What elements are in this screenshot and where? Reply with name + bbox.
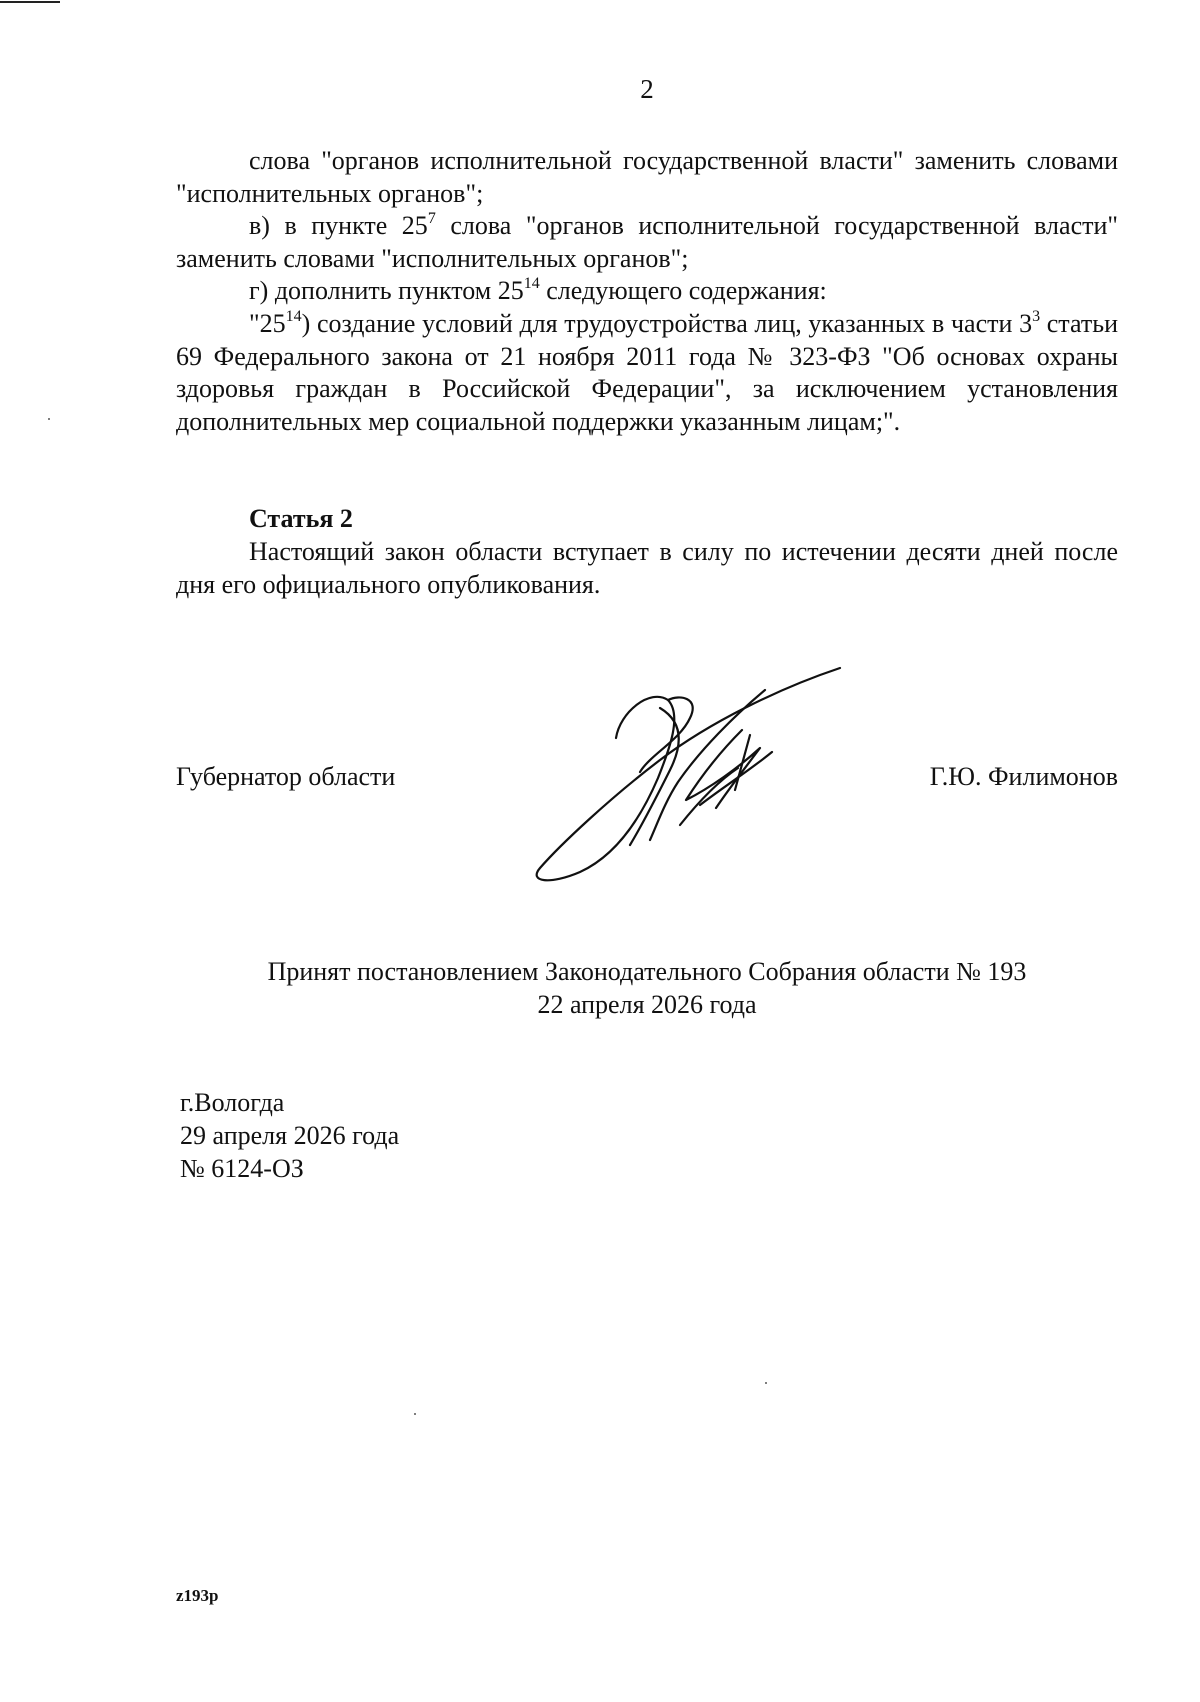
place-date: 29 апреля 2026 года — [180, 1121, 400, 1150]
article-heading: Статья 2 — [249, 504, 353, 533]
paragraph-1-text: слова "органов исполнительной государственной власти" заменить словами "исполнительных органов"; — [176, 146, 1118, 208]
scan-speck — [765, 1382, 767, 1384]
scan-edge-line — [0, 1, 60, 3]
paragraph-2-text-b: слова "органов исполнительной государственной власти" заменить словами "исполнительных органов"; — [176, 211, 1118, 273]
handwritten-signature — [510, 660, 850, 890]
article-body — [176, 536, 1118, 601]
paragraph-3-text-b: следующего содержания: — [539, 276, 827, 306]
scan-speck — [48, 418, 50, 420]
paragraph-1 — [176, 145, 1118, 210]
place-city: г.Вологда — [180, 1088, 285, 1117]
paragraph-4-text-c: статьи 69 Федерального закона от 21 ноября 2011 года № 323-ФЗ "Об основах охраны здоровья граждан в Российской Федерации", за исключением установления дополнительных мер социальной поддержки указанным лицам;". — [176, 308, 1118, 436]
amendments-text — [176, 145, 1118, 438]
paragraph-4-sup-b: 3 — [1032, 307, 1041, 325]
signatory-position: Губернатор области — [176, 762, 396, 791]
adoption-line-1: Принят постановлением Законодательного Собрания области № 193 — [267, 957, 1027, 986]
paragraph-4-text-a: "25 — [249, 308, 286, 338]
paragraph-2-sup: 7 — [427, 210, 436, 228]
paragraph-4-sup-a: 14 — [285, 307, 302, 325]
paragraph-2-text-a: в) в пункте 25 — [249, 211, 428, 241]
document-code: z193p — [176, 1586, 219, 1605]
paragraph-4-text-b: ) создание условий для трудоустройства лиц, указанных в части 3 — [301, 308, 1033, 338]
paragraph-3-sup: 14 — [523, 275, 540, 293]
signatory-name: Г.Ю. Филимонов — [929, 762, 1118, 791]
paragraph-3-text-a: г) дополнить пунктом 25 — [249, 276, 524, 306]
paragraph-3 — [176, 275, 1118, 308]
article-text: Настоящий закон области вступает в силу по истечении десяти дней после дня его официального опубликования. — [176, 537, 1118, 599]
law-number: № 6124-ОЗ — [180, 1154, 304, 1183]
scan-speck — [414, 1413, 416, 1415]
adoption-date: 22 апреля 2026 года — [537, 990, 757, 1019]
page-number: 2 — [640, 74, 654, 104]
paragraph-2 — [176, 210, 1118, 275]
paragraph-4 — [176, 308, 1118, 438]
